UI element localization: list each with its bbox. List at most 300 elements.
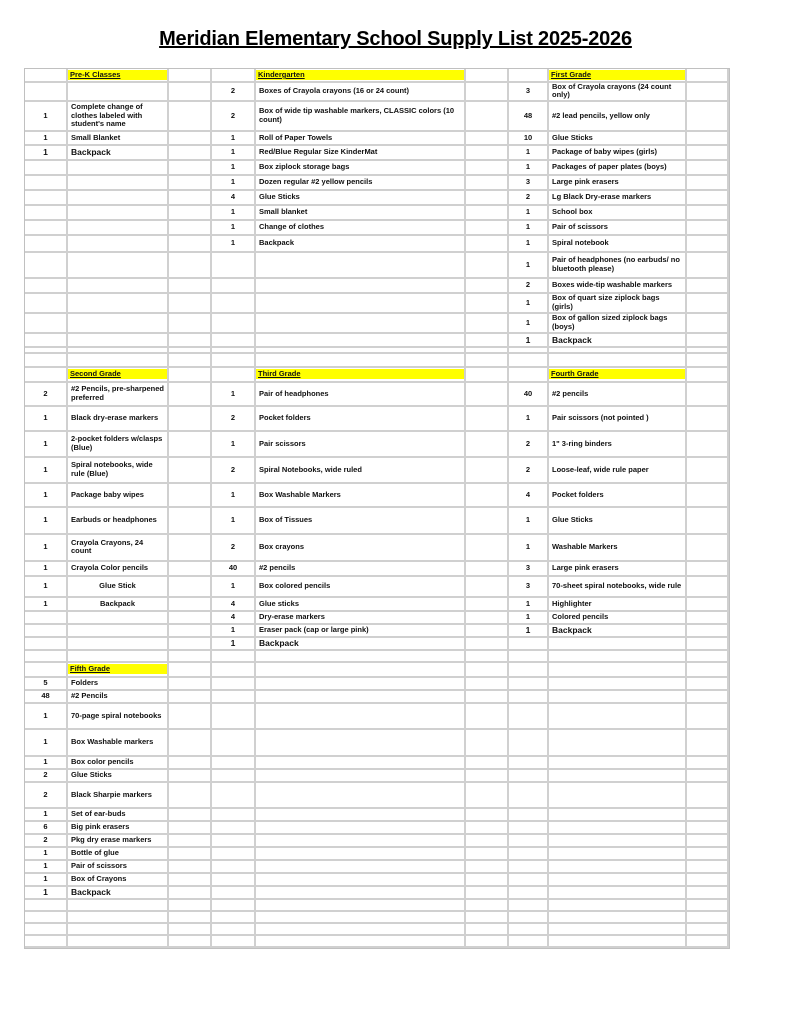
cell-spacer bbox=[687, 678, 729, 691]
cell-spacer bbox=[169, 279, 212, 294]
cell-qty: 1 bbox=[25, 432, 68, 458]
table-row bbox=[25, 757, 729, 770]
cell-spacer bbox=[466, 936, 509, 948]
cell-item: Boxes of Crayola crayons (16 or 24 count) bbox=[256, 83, 466, 102]
cell-item: Glue Sticks bbox=[256, 191, 466, 206]
cell-item bbox=[256, 924, 466, 936]
cell-item: Spiral notebooks, wide rule (Blue) bbox=[68, 458, 169, 484]
cell-spacer bbox=[687, 354, 729, 368]
cell-item: Small blanket bbox=[256, 206, 466, 221]
grade-heading-label: First Grade bbox=[549, 70, 685, 80]
cell-item bbox=[256, 848, 466, 861]
grade-heading bbox=[549, 368, 687, 383]
cell-qty bbox=[212, 253, 256, 279]
cell-spacer bbox=[687, 625, 729, 638]
table-row bbox=[25, 191, 729, 206]
cell-qty: 1 bbox=[25, 484, 68, 508]
cell-item: #2 Pencils, pre-sharpened preferred bbox=[68, 383, 169, 407]
cell-qty: 1 bbox=[25, 861, 68, 874]
cell-qty: 2 bbox=[212, 102, 256, 132]
cell-item: Eraser pack (cap or large pink) bbox=[256, 625, 466, 638]
cell-spacer bbox=[466, 279, 509, 294]
cell-qty: 4 bbox=[212, 612, 256, 625]
table-row bbox=[25, 848, 729, 861]
cell-item bbox=[256, 809, 466, 822]
table-row bbox=[25, 146, 729, 161]
cell-item: Large pink erasers bbox=[549, 176, 687, 191]
cell-item: Spiral Notebooks, wide ruled bbox=[256, 458, 466, 484]
cell-item bbox=[549, 704, 687, 730]
cell-item bbox=[68, 253, 169, 279]
cell-spacer bbox=[169, 848, 212, 861]
cell-spacer bbox=[169, 887, 212, 900]
cell-qty: 1 bbox=[509, 314, 549, 334]
table-row bbox=[25, 924, 729, 936]
cell-item: Complete change of clothes labeled with student's name bbox=[68, 102, 169, 132]
cell-spacer bbox=[687, 598, 729, 612]
cell-qty: 1 bbox=[25, 407, 68, 432]
cell-item: Pair of headphones bbox=[256, 383, 466, 407]
cell-spacer bbox=[466, 354, 509, 368]
cell-spacer bbox=[169, 924, 212, 936]
cell-qty bbox=[509, 887, 549, 900]
cell-spacer bbox=[169, 936, 212, 948]
table-row bbox=[25, 874, 729, 887]
table-row bbox=[25, 912, 729, 924]
cell-item bbox=[256, 314, 466, 334]
table-row bbox=[25, 678, 729, 691]
table-row bbox=[25, 176, 729, 191]
cell-item bbox=[68, 625, 169, 638]
cell-spacer bbox=[687, 861, 729, 874]
cell-item bbox=[256, 900, 466, 912]
table-row bbox=[25, 334, 729, 348]
cell-spacer bbox=[466, 874, 509, 887]
cell-spacer bbox=[687, 221, 729, 236]
cell-spacer bbox=[466, 861, 509, 874]
table-row bbox=[25, 638, 729, 651]
cell-spacer bbox=[687, 132, 729, 146]
cell-spacer bbox=[466, 822, 509, 835]
cell-qty: 4 bbox=[509, 484, 549, 508]
cell-spacer bbox=[169, 368, 212, 383]
cell-spacer bbox=[169, 809, 212, 822]
cell-qty: 1 bbox=[509, 146, 549, 161]
cell-item bbox=[549, 651, 687, 663]
cell-qty bbox=[25, 354, 68, 368]
cell-qty: 1 bbox=[212, 221, 256, 236]
cell-qty: 1 bbox=[25, 887, 68, 900]
cell-spacer bbox=[466, 562, 509, 577]
cell-qty bbox=[509, 691, 549, 704]
cell-item bbox=[256, 730, 466, 757]
cell-qty: 1 bbox=[212, 146, 256, 161]
cell-spacer bbox=[466, 484, 509, 508]
table-row bbox=[25, 206, 729, 221]
cell-item bbox=[256, 770, 466, 783]
cell-spacer bbox=[687, 458, 729, 484]
cell-qty bbox=[212, 822, 256, 835]
cell-qty bbox=[212, 783, 256, 809]
cell-item bbox=[549, 354, 687, 368]
cell-item: 70-page spiral notebooks bbox=[68, 704, 169, 730]
cell-qty bbox=[25, 253, 68, 279]
cell-spacer bbox=[169, 900, 212, 912]
cell-qty bbox=[212, 874, 256, 887]
table-row bbox=[25, 598, 729, 612]
grade-heading bbox=[68, 663, 169, 678]
cell-spacer bbox=[169, 757, 212, 770]
cell-spacer bbox=[687, 704, 729, 730]
table-row bbox=[25, 625, 729, 638]
cell-item: Box Washable markers bbox=[68, 730, 169, 757]
cell-spacer bbox=[687, 102, 729, 132]
cell-qty bbox=[25, 625, 68, 638]
cell-spacer bbox=[687, 432, 729, 458]
cell-spacer bbox=[466, 598, 509, 612]
cell-item: Box of Crayola crayons (24 count only) bbox=[549, 83, 687, 102]
table-row bbox=[25, 236, 729, 253]
cell-item bbox=[549, 861, 687, 874]
table-row bbox=[25, 132, 729, 146]
cell-spacer bbox=[169, 383, 212, 407]
cell-qty: 4 bbox=[212, 598, 256, 612]
cell-item bbox=[68, 638, 169, 651]
table-row bbox=[25, 69, 729, 83]
cell-spacer bbox=[687, 161, 729, 176]
cell-item: Pocket folders bbox=[256, 407, 466, 432]
table-row bbox=[25, 861, 729, 874]
cell-spacer bbox=[466, 432, 509, 458]
cell-qty bbox=[509, 354, 549, 368]
cell-qty: 1 bbox=[25, 757, 68, 770]
cell-item bbox=[549, 757, 687, 770]
cell-qty bbox=[212, 651, 256, 663]
cell-qty bbox=[25, 83, 68, 102]
cell-qty bbox=[25, 936, 68, 948]
table-row bbox=[25, 577, 729, 598]
cell-item: Crayola Crayons, 24 count bbox=[68, 535, 169, 562]
cell-qty bbox=[25, 368, 68, 383]
cell-item bbox=[68, 334, 169, 348]
cell-spacer bbox=[687, 407, 729, 432]
cell-item bbox=[549, 783, 687, 809]
cell-spacer bbox=[687, 253, 729, 279]
cell-qty: 2 bbox=[212, 535, 256, 562]
cell-item: Box of wide tip washable markers, CLASSIC colors (10 count) bbox=[256, 102, 466, 132]
cell-spacer bbox=[169, 176, 212, 191]
cell-spacer bbox=[687, 314, 729, 334]
cell-spacer bbox=[687, 176, 729, 191]
supply-list-table bbox=[24, 68, 730, 949]
cell-spacer bbox=[169, 535, 212, 562]
cell-qty bbox=[212, 912, 256, 924]
grade-heading bbox=[68, 69, 169, 83]
cell-qty: 1 bbox=[25, 132, 68, 146]
cell-qty bbox=[25, 314, 68, 334]
cell-item: Boxes wide-tip washable markers bbox=[549, 279, 687, 294]
cell-item bbox=[256, 354, 466, 368]
cell-qty bbox=[212, 314, 256, 334]
cell-spacer bbox=[466, 848, 509, 861]
cell-qty: 2 bbox=[25, 835, 68, 848]
cell-spacer bbox=[466, 407, 509, 432]
cell-qty: 2 bbox=[509, 279, 549, 294]
cell-qty bbox=[212, 69, 256, 83]
cell-spacer bbox=[687, 368, 729, 383]
cell-spacer bbox=[169, 458, 212, 484]
cell-qty: 1 bbox=[212, 176, 256, 191]
cell-item: Box of gallon sized ziplock bags (boys) bbox=[549, 314, 687, 334]
cell-spacer bbox=[466, 102, 509, 132]
cell-qty: 40 bbox=[509, 383, 549, 407]
cell-qty: 2 bbox=[509, 432, 549, 458]
cell-item bbox=[256, 279, 466, 294]
cell-spacer bbox=[466, 704, 509, 730]
cell-item bbox=[256, 936, 466, 948]
cell-spacer bbox=[466, 253, 509, 279]
cell-qty: 1 bbox=[25, 704, 68, 730]
cell-item bbox=[68, 314, 169, 334]
cell-item: Backpack bbox=[68, 598, 169, 612]
cell-item: Lg Black Dry-erase markers bbox=[549, 191, 687, 206]
cell-qty: 1 bbox=[25, 598, 68, 612]
cell-item bbox=[549, 691, 687, 704]
cell-qty bbox=[509, 704, 549, 730]
cell-qty: 40 bbox=[212, 562, 256, 577]
cell-item: Bottle of glue bbox=[68, 848, 169, 861]
cell-item bbox=[68, 651, 169, 663]
cell-item: Big pink erasers bbox=[68, 822, 169, 835]
cell-qty bbox=[212, 279, 256, 294]
cell-item bbox=[256, 861, 466, 874]
cell-qty: 3 bbox=[509, 562, 549, 577]
grade-heading bbox=[68, 368, 169, 383]
cell-qty bbox=[509, 835, 549, 848]
cell-item: Pair of headphones (no earbuds/ no bluetooth please) bbox=[549, 253, 687, 279]
table-row bbox=[25, 508, 729, 535]
cell-item: Set of ear-buds bbox=[68, 809, 169, 822]
cell-item bbox=[68, 191, 169, 206]
cell-qty bbox=[212, 294, 256, 314]
cell-qty bbox=[212, 924, 256, 936]
cell-qty bbox=[212, 936, 256, 948]
cell-spacer bbox=[169, 221, 212, 236]
cell-qty: 1 bbox=[509, 508, 549, 535]
cell-spacer bbox=[687, 651, 729, 663]
cell-spacer bbox=[466, 900, 509, 912]
cell-item bbox=[549, 663, 687, 678]
cell-item: Backpack bbox=[68, 146, 169, 161]
cell-item bbox=[256, 253, 466, 279]
cell-qty bbox=[212, 663, 256, 678]
cell-spacer bbox=[466, 663, 509, 678]
cell-qty: 1 bbox=[509, 206, 549, 221]
cell-spacer bbox=[169, 206, 212, 221]
cell-item: Roll of Paper Towels bbox=[256, 132, 466, 146]
cell-spacer bbox=[169, 678, 212, 691]
cell-qty: 1 bbox=[509, 598, 549, 612]
cell-spacer bbox=[687, 191, 729, 206]
cell-item: 70-sheet spiral notebooks, wide rule bbox=[549, 577, 687, 598]
cell-qty bbox=[509, 783, 549, 809]
cell-item bbox=[68, 279, 169, 294]
cell-spacer bbox=[687, 936, 729, 948]
table-row bbox=[25, 253, 729, 279]
cell-item: Earbuds or headphones bbox=[68, 508, 169, 535]
cell-spacer bbox=[466, 236, 509, 253]
cell-item: Glue sticks bbox=[256, 598, 466, 612]
cell-qty bbox=[25, 612, 68, 625]
cell-item: Box of Crayons bbox=[68, 874, 169, 887]
cell-qty: 1 bbox=[212, 236, 256, 253]
cell-spacer bbox=[169, 294, 212, 314]
cell-spacer bbox=[687, 236, 729, 253]
cell-item bbox=[549, 924, 687, 936]
cell-spacer bbox=[169, 704, 212, 730]
cell-qty bbox=[25, 900, 68, 912]
cell-item: #2 Pencils bbox=[68, 691, 169, 704]
table-row bbox=[25, 484, 729, 508]
cell-item: Pair of scissors bbox=[68, 861, 169, 874]
cell-spacer bbox=[169, 770, 212, 783]
cell-qty bbox=[25, 161, 68, 176]
cell-qty: 1 bbox=[212, 577, 256, 598]
cell-qty: 1 bbox=[212, 484, 256, 508]
cell-item bbox=[68, 294, 169, 314]
cell-qty: 1 bbox=[509, 236, 549, 253]
table-row bbox=[25, 730, 729, 757]
cell-item: Backpack bbox=[549, 334, 687, 348]
table-row bbox=[25, 161, 729, 176]
cell-qty bbox=[25, 176, 68, 191]
cell-spacer bbox=[687, 83, 729, 102]
cell-item bbox=[549, 874, 687, 887]
cell-spacer bbox=[687, 757, 729, 770]
cell-qty: 48 bbox=[509, 102, 549, 132]
cell-item bbox=[256, 663, 466, 678]
cell-item: Box Washable Markers bbox=[256, 484, 466, 508]
table-row bbox=[25, 102, 729, 132]
table-row bbox=[25, 835, 729, 848]
cell-item: Washable Markers bbox=[549, 535, 687, 562]
cell-spacer bbox=[169, 612, 212, 625]
cell-qty bbox=[509, 730, 549, 757]
cell-spacer bbox=[169, 625, 212, 638]
grade-heading-label: Third Grade bbox=[256, 369, 464, 379]
cell-spacer bbox=[466, 83, 509, 102]
cell-item: #2 pencils bbox=[549, 383, 687, 407]
cell-qty: 1 bbox=[212, 132, 256, 146]
cell-item bbox=[256, 783, 466, 809]
cell-item bbox=[68, 354, 169, 368]
cell-qty bbox=[25, 912, 68, 924]
cell-qty: 1 bbox=[25, 146, 68, 161]
cell-item: #2 lead pencils, yellow only bbox=[549, 102, 687, 132]
cell-qty bbox=[509, 368, 549, 383]
cell-spacer bbox=[169, 730, 212, 757]
cell-spacer bbox=[687, 770, 729, 783]
cell-qty bbox=[509, 900, 549, 912]
cell-item: Pair scissors (not pointed ) bbox=[549, 407, 687, 432]
table-row bbox=[25, 279, 729, 294]
cell-item: Large pink erasers bbox=[549, 562, 687, 577]
cell-qty bbox=[25, 651, 68, 663]
cell-qty: 5 bbox=[25, 678, 68, 691]
cell-spacer bbox=[687, 294, 729, 314]
cell-item: Box of Tissues bbox=[256, 508, 466, 535]
cell-spacer bbox=[687, 924, 729, 936]
cell-item: Box crayons bbox=[256, 535, 466, 562]
cell-spacer bbox=[169, 102, 212, 132]
cell-qty bbox=[509, 678, 549, 691]
cell-item bbox=[256, 757, 466, 770]
cell-item: 1" 3-ring binders bbox=[549, 432, 687, 458]
cell-qty bbox=[212, 368, 256, 383]
cell-item: Folders bbox=[68, 678, 169, 691]
cell-spacer bbox=[169, 663, 212, 678]
cell-qty bbox=[212, 900, 256, 912]
cell-spacer bbox=[466, 314, 509, 334]
grade-heading-label: Fifth Grade bbox=[68, 664, 167, 674]
cell-item: Dry-erase markers bbox=[256, 612, 466, 625]
cell-spacer bbox=[466, 508, 509, 535]
cell-qty bbox=[25, 236, 68, 253]
cell-qty: 2 bbox=[212, 83, 256, 102]
cell-spacer bbox=[169, 691, 212, 704]
cell-spacer bbox=[466, 691, 509, 704]
cell-item: #2 pencils bbox=[256, 562, 466, 577]
cell-item: Box of quart size ziplock bags (girls) bbox=[549, 294, 687, 314]
cell-item bbox=[549, 848, 687, 861]
cell-spacer bbox=[466, 924, 509, 936]
cell-qty bbox=[509, 757, 549, 770]
cell-spacer bbox=[687, 638, 729, 651]
cell-spacer bbox=[466, 730, 509, 757]
cell-qty: 48 bbox=[25, 691, 68, 704]
cell-qty bbox=[25, 279, 68, 294]
cell-item: Box ziplock storage bags bbox=[256, 161, 466, 176]
table-row bbox=[25, 562, 729, 577]
cell-item bbox=[549, 887, 687, 900]
cell-item: Packages of paper plates (boys) bbox=[549, 161, 687, 176]
cell-spacer bbox=[687, 206, 729, 221]
cell-qty bbox=[25, 334, 68, 348]
cell-spacer bbox=[169, 161, 212, 176]
table-row bbox=[25, 691, 729, 704]
cell-qty: 1 bbox=[25, 102, 68, 132]
cell-item bbox=[549, 900, 687, 912]
cell-spacer bbox=[466, 912, 509, 924]
cell-spacer bbox=[687, 535, 729, 562]
cell-item: Pkg dry erase markers bbox=[68, 835, 169, 848]
cell-spacer bbox=[169, 912, 212, 924]
cell-item bbox=[256, 835, 466, 848]
table-row bbox=[25, 936, 729, 948]
cell-spacer bbox=[466, 809, 509, 822]
cell-qty bbox=[509, 770, 549, 783]
cell-spacer bbox=[169, 651, 212, 663]
cell-qty bbox=[212, 770, 256, 783]
cell-spacer bbox=[466, 577, 509, 598]
cell-qty bbox=[509, 861, 549, 874]
cell-spacer bbox=[169, 314, 212, 334]
cell-item: Box colored pencils bbox=[256, 577, 466, 598]
cell-item bbox=[549, 638, 687, 651]
cell-qty bbox=[25, 663, 68, 678]
cell-spacer bbox=[687, 835, 729, 848]
table-row bbox=[25, 294, 729, 314]
